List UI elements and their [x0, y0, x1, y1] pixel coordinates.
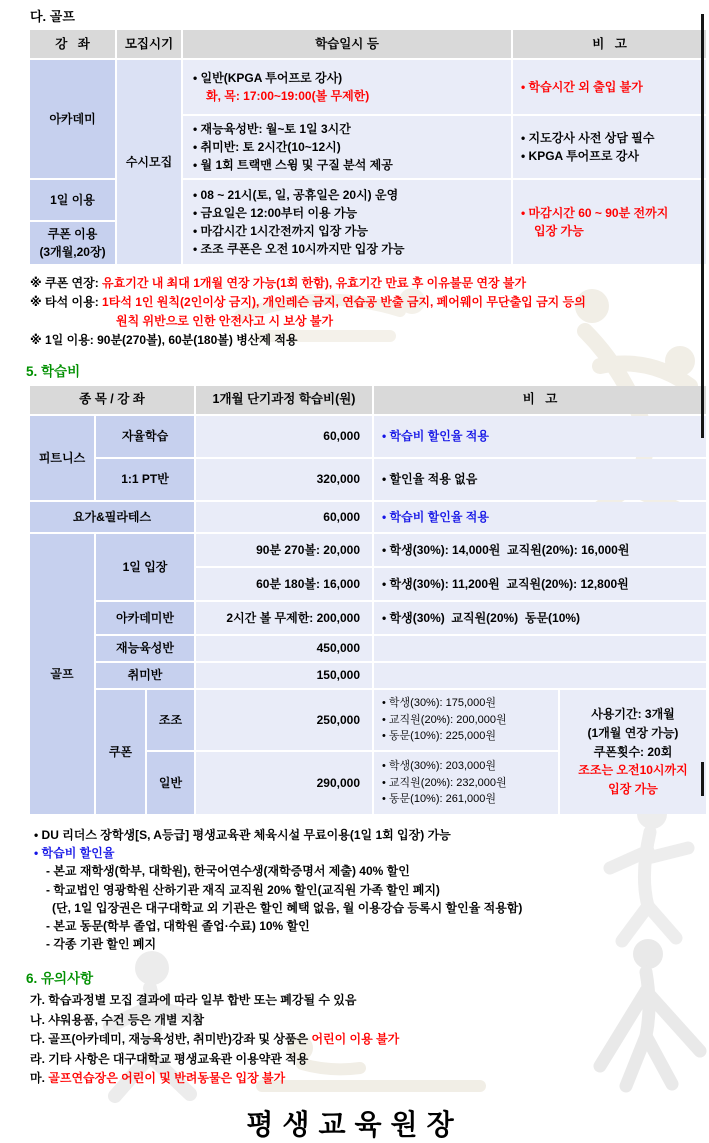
cell-note-coupon-general: • 학생(30%): 203,000원 • 교직원(20%): 232,000원 • 동문(10%): 261,000원	[374, 752, 558, 814]
discount-item-alumni: - 본교 동문(학부 졸업, 대학원 졸업·수료) 10% 할인	[46, 918, 310, 933]
cell-coupon: 쿠폰	[96, 690, 145, 814]
cell-note-coupon-early: • 학생(30%): 175,000원 • 교직원(20%): 200,000원 • 동문(10%): 225,000원	[374, 690, 558, 750]
cell-course-day-use: 1일 이용	[30, 180, 115, 220]
header-fee-remarks: 비 고	[374, 386, 706, 414]
golf-schedule-table	[28, 28, 708, 266]
cell-price-coupon-general: 290,000	[196, 752, 372, 814]
discount-item-students: - 본교 재학생(학부, 대학원), 한국어연수생(재학증명서 제출) 40% 할인	[46, 864, 410, 879]
discount-item-staff-cond: (단, 1일 입장권은 대구대학교 외 기관은 할인 혜택 없음, 월 이용강습 등록시 할인율 적용함)	[52, 900, 523, 915]
scan-edge-line-bottom	[701, 762, 704, 796]
cell-schedule-classes: • 재능육성반: 월~토 1일 3시간 • 취미반: 토 2시간(10~12시) • 월 1회 트랙맨 스윙 및 구질 분석 제공	[183, 116, 511, 178]
cell-coupon-early: 조조	[147, 690, 194, 750]
header-monthly-fee: 1개월 단기과정 학습비(원)	[196, 386, 372, 414]
section-heading-fees: 5. 학습비	[26, 363, 81, 379]
discount-item-staff: - 학교법인 영광학원 산하기관 재직 교직원 20% 할인(교직원 가족 할인 폐지)	[46, 882, 440, 897]
cell-price-hobby: 150,000	[196, 663, 372, 688]
footnote-day-use: ※ 1일 이용: 90분(270볼), 60분(180볼) 병산제 적용	[30, 332, 298, 347]
cell-schedule-general: • 일반(KPGA 투어프로 강사) 화, 목: 17:00~19:00(볼 무제한)	[183, 60, 511, 114]
cell-price-talent: 450,000	[196, 636, 372, 661]
cell-schedule-use: • 08 ~ 21시(토, 일, 공휴일은 20시) 운영 • 금요일은 12:00부터 이용 가능 • 마감시간 1시간전까지 입장 가능 • 조조 쿠폰은 오전 10시까지만 입장 가능	[183, 180, 511, 264]
row-golf-hobby	[30, 663, 706, 688]
cell-note-closing: • 마감시간 60 ~ 90분 전까지 입장 가능	[513, 180, 706, 264]
cell-note-self-study: • 학습비 할인율 적용	[374, 416, 706, 457]
cell-price-60min: 60분 180볼: 16,000	[196, 568, 372, 600]
cell-note-yoga: • 학습비 할인율 적용	[374, 502, 706, 532]
fees-header-row	[30, 386, 706, 414]
golf-schedule-header-row	[30, 30, 706, 58]
cell-price-pt: 320,000	[196, 459, 372, 500]
cell-note-no-entry: • 학습시간 외 출입 불가	[513, 60, 706, 114]
cell-coupon-general: 일반	[147, 752, 194, 814]
caution-merge: 가. 학습과정별 모집 결과에 따라 일부 합반 또는 폐강될 수 있음	[30, 993, 357, 1008]
footnote-tee-use-cont: 원칙 위반으로 인한 안전사고 시 보상 불가	[116, 313, 334, 328]
cell-note-90min: • 학생(30%): 14,000원 교직원(20%): 16,000원	[374, 534, 706, 566]
cell-price-self-study: 60,000	[196, 416, 372, 457]
footnote-coupon-extension: ※ 쿠폰 연장: 유효기간 내 최대 1개월 연장 가능(1회 한함), 유효기간 만료 후 이유불문 연장 불가	[30, 276, 527, 290]
bullet-du-leaders: • DU 리더스 장학생[S, A등급] 평생교육관 체육시설 무료이용(1일 1회 입장) 가능	[34, 827, 451, 842]
cell-yoga: 요가&필라테스	[30, 502, 194, 532]
header-item-course: 종 목 / 강 좌	[30, 386, 194, 414]
footnote-tee-use: ※ 타석 이용: 1타석 1인 원칙(2인이상 금지), 개인레슨 금지, 연습공 반출 금지, 페어웨이 무단출입 금지 등의	[30, 294, 586, 309]
row-golf-90min	[30, 534, 706, 566]
cell-recruit-anytime: 수시모집	[117, 60, 181, 264]
caution-list	[30, 991, 709, 1088]
fees-table	[28, 384, 708, 816]
header-course: 강 좌	[30, 30, 115, 58]
signature-title: 평생교육원장	[246, 1109, 463, 1141]
golf-footnotes	[30, 274, 709, 350]
caution-towel: 나. 샤워용품, 수건 등은 개별 지참	[30, 1012, 205, 1027]
row-coupon-early	[30, 690, 706, 750]
cell-price-90min: 90분 270볼: 20,000	[196, 534, 372, 566]
cell-price-coupon-early: 250,000	[196, 690, 372, 750]
scan-edge-line-top	[701, 14, 704, 438]
cell-note-academy-class: • 학생(30%) 교직원(20%) 동문(10%)	[374, 602, 706, 634]
row-fitness-pt	[30, 459, 706, 500]
caution-children-golf: 다. 골프(아카데미, 재능육성반, 취미반)강좌 및 상품은 어린이 이용 불가	[30, 1032, 400, 1047]
cell-golf: 골프	[30, 534, 94, 814]
discount-item-abolished: - 각종 기관 할인 폐지	[46, 937, 157, 952]
cell-note-talent-empty	[374, 636, 706, 661]
row-fitness-self	[30, 416, 706, 457]
bullet-discount-rate: • 학습비 할인율	[34, 846, 115, 861]
cell-pt: 1:1 PT반	[96, 459, 194, 500]
cell-talent-class: 재능육성반	[96, 636, 194, 661]
discount-notes	[34, 826, 709, 954]
row-academy-general	[30, 60, 706, 114]
cell-coupon-usage: 사용기간: 3개월 (1개월 연장 가능) 쿠폰횟수: 20회 조조는 오전10시까지 입장 가능	[560, 690, 706, 814]
document-page	[0, 6, 709, 1141]
cell-price-yoga: 60,000	[196, 502, 372, 532]
section-title-golf: 다. 골프	[30, 9, 75, 24]
cell-course-academy: 아카데미	[30, 60, 115, 178]
cell-fitness: 피트니스	[30, 416, 94, 500]
section-heading-cautions: 6. 유의사항	[26, 971, 94, 987]
cell-self-study: 자율학습	[96, 416, 194, 457]
cell-note-pt: • 할인율 적용 없음	[374, 459, 706, 500]
cell-note-instructor: • 지도강사 사전 상담 필수 • KPGA 투어프로 강사	[513, 116, 706, 178]
cell-academy-class: 아카데미반	[96, 602, 194, 634]
row-golf-academy-class	[30, 602, 706, 634]
cell-note-hobby-empty	[374, 663, 706, 688]
cell-day-entry: 1일 입장	[96, 534, 194, 600]
cell-hobby-class: 취미반	[96, 663, 194, 688]
cell-price-academy-class: 2시간 볼 무제한: 200,000	[196, 602, 372, 634]
header-recruit-period: 모집시기	[117, 30, 181, 58]
header-remarks: 비 고	[513, 30, 706, 58]
row-golf-talent	[30, 636, 706, 661]
row-yoga	[30, 502, 706, 532]
header-schedule: 학습일시 등	[183, 30, 511, 58]
caution-terms: 라. 기타 사항은 대구대학교 평생교육관 이용약관 적용	[30, 1051, 309, 1066]
caution-pets: 마. 골프연습장은 어린이 및 반려동물은 입장 불가	[30, 1071, 286, 1086]
cell-note-60min: • 학생(30%): 11,200원 교직원(20%): 12,800원	[374, 568, 706, 600]
cell-course-coupon-use: 쿠폰 이용 (3개월,20장)	[30, 222, 115, 264]
